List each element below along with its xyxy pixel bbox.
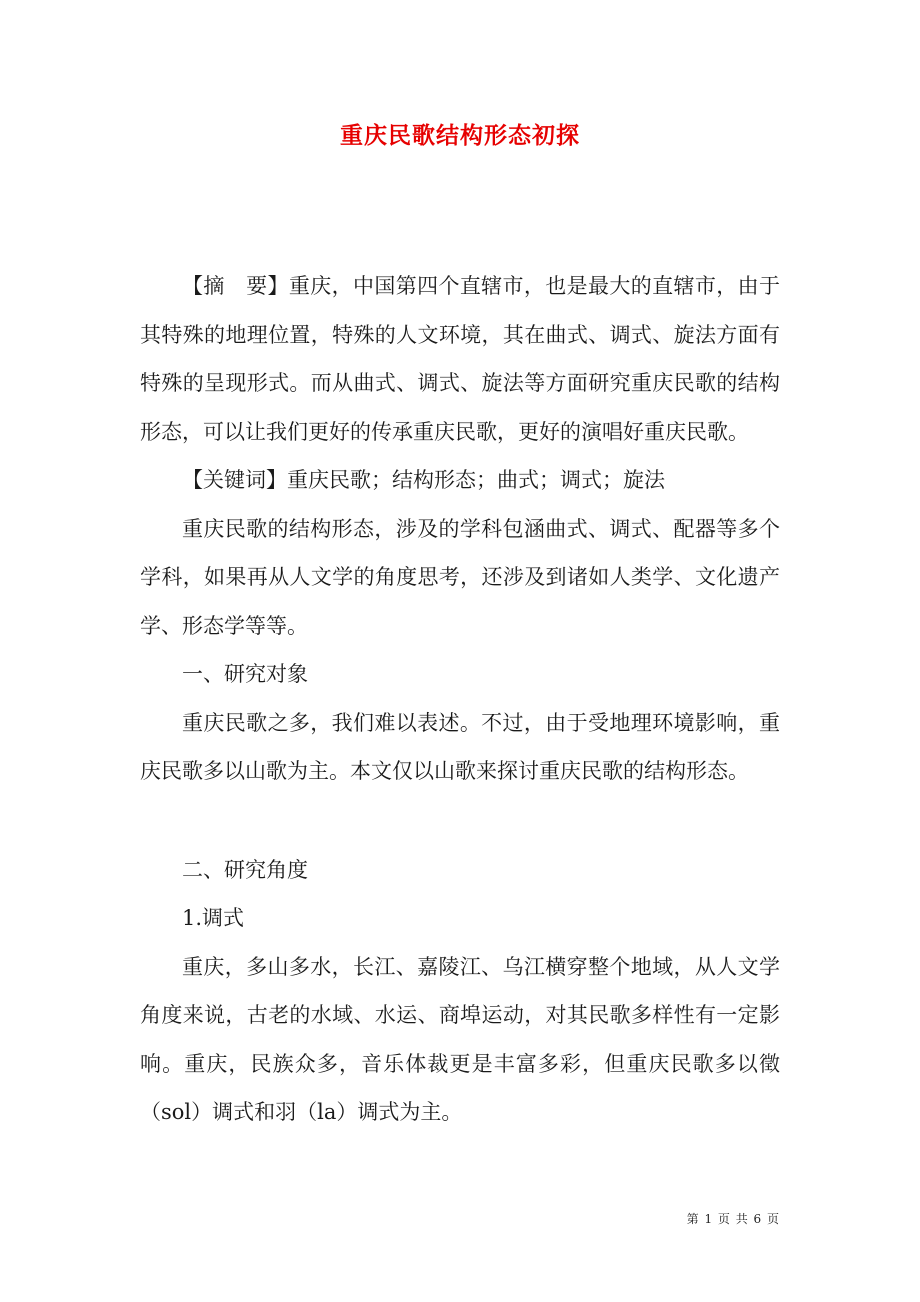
intro-paragraph: 重庆民歌的结构形态，涉及的学科包涵曲式、调式、配器等多个学科，如果再从人文学的角度思考，还涉及到诸如人类学、文化遗产学、形态学等等。 (140, 516, 780, 638)
keywords-paragraph: 【关键词】重庆民歌；结构形态；曲式；调式；旋法 (182, 468, 665, 492)
research-object-paragraph: 重庆民歌之多，我们难以表述。不过，由于受地理环境影响，重庆民歌多以山歌为主。本文仅以山歌来探讨重庆民歌的结构形态。 (140, 710, 780, 783)
abstract-paragraph: 【摘 要】重庆，中国第四个直辖市，也是最大的直辖市，由于其特殊的地理位置，特殊的人文环境，其在曲式、调式、旋法方面有特殊的呈现形式。而从曲式、调式、旋法等方面研究重庆民歌的结构形态，可以让我们更好的传承重庆民歌，更好的演唱好重庆民歌。 (140, 274, 780, 444)
subsection-heading-mode: 1.调式 (182, 906, 245, 930)
document-body (140, 262, 780, 1137)
page-number-footer: 第 1 页 共 6 页 (686, 1212, 780, 1226)
document-title: 重庆民歌结构形态初探 (340, 122, 580, 149)
paragraph-gap (140, 796, 780, 846)
section-heading-research-angle: 二、研究角度 (182, 857, 308, 882)
mode-paragraph: 重庆，多山多水，长江、嘉陵江、乌江横穿整个地域，从人文学角度来说，古老的水域、水运、商埠运动，对其民歌多样性有一定影响。重庆，民族众多，音乐体裁更是丰富多彩，但重庆民歌多以徵（sol）调式和羽（la）调式为主。 (140, 954, 780, 1124)
section-heading-research-object: 一、研究对象 (182, 662, 308, 686)
